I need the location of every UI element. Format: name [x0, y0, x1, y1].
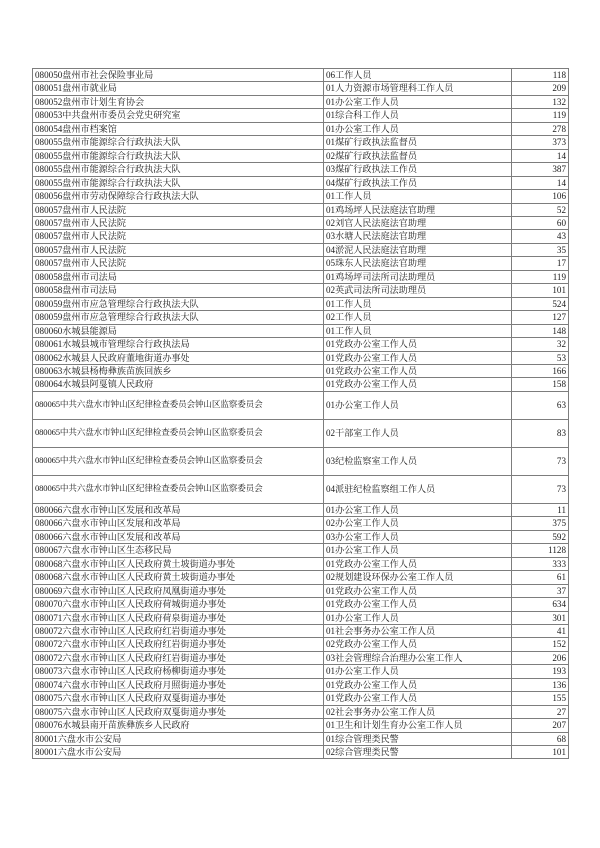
- cell-count: 333: [512, 557, 569, 570]
- cell-organization: 080060水城县能源局: [33, 324, 324, 337]
- cell-count: 301: [512, 611, 569, 624]
- cell-organization: 080068六盘水市钟山区人民政府黄土坡街道办事处: [33, 571, 324, 584]
- cell-count: 14: [512, 176, 569, 189]
- cell-position: 01鸡场坪人民法庭法官助理: [324, 203, 512, 216]
- cell-organization: 080051盘州市就业局: [33, 82, 324, 95]
- cell-count: 101: [512, 746, 569, 759]
- cell-position: 01综合管理类民警: [324, 732, 512, 745]
- cell-count: 524: [512, 297, 569, 310]
- cell-organization: 080059盘州市应急管理综合行政执法大队: [33, 311, 324, 324]
- cell-count: 132: [512, 95, 569, 108]
- cell-organization: 080065中共六盘水市钟山区纪律检查委员会钟山区监察委员会: [33, 447, 324, 475]
- cell-position: 02刘官人民法庭法官助理: [324, 216, 512, 229]
- cell-organization: 080061水城县城市管理综合行政执法局: [33, 338, 324, 351]
- table-row: [33, 190, 569, 203]
- cell-organization: 080076水城县南开苗族彝族乡人民政府: [33, 719, 324, 732]
- cell-count: 375: [512, 517, 569, 530]
- cell-organization: 80001六盘水市公安局: [33, 732, 324, 745]
- cell-organization: 080054盘州市档案馆: [33, 122, 324, 135]
- cell-organization: 080057盘州市人民法院: [33, 257, 324, 270]
- cell-position: 01办公室工作人员: [324, 122, 512, 135]
- cell-organization: 080053中共盘州市委员会党史研究室: [33, 109, 324, 122]
- table-row: [33, 216, 569, 229]
- cell-count: 278: [512, 122, 569, 135]
- cell-position: 01党政办公室工作人员: [324, 678, 512, 691]
- cell-count: 61: [512, 571, 569, 584]
- cell-organization: 080065中共六盘水市钟山区纪律检查委员会钟山区监察委员会: [33, 475, 324, 503]
- table-row: [33, 571, 569, 584]
- table-row: [33, 297, 569, 310]
- cell-position: 01工作人员: [324, 297, 512, 310]
- cell-organization: 080055盘州市能源综合行政执法大队: [33, 136, 324, 149]
- cell-organization: 080058盘州市司法局: [33, 270, 324, 283]
- cell-organization: 080064水城县阿戛镇人民政府: [33, 378, 324, 391]
- table-row: [33, 69, 569, 82]
- cell-count: 1128: [512, 544, 569, 557]
- cell-position: 01办公室工作人员: [324, 503, 512, 516]
- cell-position: 01办公室工作人员: [324, 611, 512, 624]
- cell-position: 01办公室工作人员: [324, 665, 512, 678]
- table-row: [33, 447, 569, 475]
- cell-count: 387: [512, 163, 569, 176]
- cell-position: 02党政办公室工作人员: [324, 638, 512, 651]
- table-row: [33, 503, 569, 516]
- cell-position: 02社会事务办公室工作人员: [324, 705, 512, 718]
- cell-position: 04派驻纪检监察组工作人员: [324, 475, 512, 503]
- cell-organization: 080068六盘水市钟山区人民政府黄土坡街道办事处: [33, 557, 324, 570]
- table-row: [33, 270, 569, 283]
- cell-position: 01党政办公室工作人员: [324, 351, 512, 364]
- cell-organization: 080057盘州市人民法院: [33, 216, 324, 229]
- cell-organization: 080063水城县杨梅彝族苗族回族乡: [33, 364, 324, 377]
- table-row: [33, 530, 569, 543]
- cell-organization: 080050盘州市社会保险事业局: [33, 69, 324, 82]
- cell-position: 01工作人员: [324, 190, 512, 203]
- cell-organization: 080072六盘水市钟山区人民政府红岩街道办事处: [33, 651, 324, 664]
- table-row: [33, 419, 569, 447]
- cell-count: 14: [512, 149, 569, 162]
- table-row: [33, 364, 569, 377]
- table-row: [33, 284, 569, 297]
- cell-count: 152: [512, 638, 569, 651]
- table-row: [33, 82, 569, 95]
- cell-position: 02工作人员: [324, 311, 512, 324]
- cell-count: 32: [512, 338, 569, 351]
- cell-position: 04煤矿行政执法工作员: [324, 176, 512, 189]
- cell-count: 52: [512, 203, 569, 216]
- cell-count: 68: [512, 732, 569, 745]
- cell-organization: 080062水城县人民政府董地街道办事处: [33, 351, 324, 364]
- cell-organization: 080067六盘水市钟山区生态移民局: [33, 544, 324, 557]
- cell-position: 02综合管理类民警: [324, 746, 512, 759]
- cell-position: 01党政办公室工作人员: [324, 692, 512, 705]
- cell-count: 158: [512, 378, 569, 391]
- cell-organization: 080075六盘水市钟山区人民政府双戛街道办事处: [33, 692, 324, 705]
- table-row: [33, 719, 569, 732]
- cell-position: 01煤矿行政执法监督员: [324, 136, 512, 149]
- cell-organization: 080052盘州市计划生育协会: [33, 95, 324, 108]
- cell-organization: 80001六盘水市公安局: [33, 746, 324, 759]
- table-row: [33, 624, 569, 637]
- cell-count: 53: [512, 351, 569, 364]
- cell-count: 73: [512, 447, 569, 475]
- table-row: [33, 638, 569, 651]
- cell-position: 06工作人员: [324, 69, 512, 82]
- table-row: [33, 746, 569, 759]
- table-row: [33, 378, 569, 391]
- table-row: [33, 176, 569, 189]
- table-row: [33, 732, 569, 745]
- cell-position: 01卫生和计划生育办公室工作人员: [324, 719, 512, 732]
- cell-position: 01党政办公室工作人员: [324, 557, 512, 570]
- table-row: [33, 109, 569, 122]
- cell-position: 02干部室工作人员: [324, 419, 512, 447]
- cell-count: 35: [512, 243, 569, 256]
- cell-count: 60: [512, 216, 569, 229]
- cell-position: 01鸡场坪司法所司法助理员: [324, 270, 512, 283]
- table-row: [33, 311, 569, 324]
- cell-position: 01党政办公室工作人员: [324, 378, 512, 391]
- table-row: [33, 692, 569, 705]
- table-row: [33, 95, 569, 108]
- table-row: [33, 338, 569, 351]
- cell-position: 01社会事务办公室工作人员: [324, 624, 512, 637]
- cell-count: 106: [512, 190, 569, 203]
- cell-count: 43: [512, 230, 569, 243]
- table-row: [33, 257, 569, 270]
- cell-position: 02煤矿行政执法监督员: [324, 149, 512, 162]
- cell-count: 127: [512, 311, 569, 324]
- cell-position: 01党政办公室工作人员: [324, 584, 512, 597]
- cell-organization: 080056盘州市劳动保障综合行政执法大队: [33, 190, 324, 203]
- cell-count: 592: [512, 530, 569, 543]
- table-row: [33, 243, 569, 256]
- cell-position: 04淤泥人民法庭法官助理: [324, 243, 512, 256]
- table-row: [33, 324, 569, 337]
- table-row: [33, 665, 569, 678]
- cell-count: 17: [512, 257, 569, 270]
- cell-position: 02英武司法所司法助理员: [324, 284, 512, 297]
- cell-count: 207: [512, 719, 569, 732]
- listing-table-container: [32, 68, 568, 759]
- cell-organization: 080065中共六盘水市钟山区纪律检查委员会钟山区监察委员会: [33, 391, 324, 419]
- cell-position: 01党政办公室工作人员: [324, 598, 512, 611]
- cell-organization: 080058盘州市司法局: [33, 284, 324, 297]
- listing-table: [32, 68, 569, 759]
- cell-count: 148: [512, 324, 569, 337]
- cell-organization: 080055盘州市能源综合行政执法大队: [33, 176, 324, 189]
- cell-organization: 080071六盘水市钟山区人民政府荷泉街道办事处: [33, 611, 324, 624]
- cell-organization: 080074六盘水市钟山区人民政府月照街道办事处: [33, 678, 324, 691]
- table-row: [33, 544, 569, 557]
- table-row: [33, 651, 569, 664]
- cell-count: 193: [512, 665, 569, 678]
- cell-count: 83: [512, 419, 569, 447]
- cell-position: 01人力资源市场管理科工作人员: [324, 82, 512, 95]
- cell-organization: 080070六盘水市钟山区人民政府荷城街道办事处: [33, 598, 324, 611]
- cell-position: 02办公室工作人员: [324, 517, 512, 530]
- cell-position: 01办公室工作人员: [324, 544, 512, 557]
- cell-organization: 080057盘州市人民法院: [33, 243, 324, 256]
- cell-organization: 080066六盘水市钟山区发展和改革局: [33, 503, 324, 516]
- cell-position: 03办公室工作人员: [324, 530, 512, 543]
- cell-position: 03社会管理综合治理办公室工作人: [324, 651, 512, 664]
- cell-count: 166: [512, 364, 569, 377]
- table-row: [33, 122, 569, 135]
- cell-organization: 080066六盘水市钟山区发展和改革局: [33, 530, 324, 543]
- table-row: [33, 203, 569, 216]
- cell-position: 01办公室工作人员: [324, 95, 512, 108]
- cell-count: 101: [512, 284, 569, 297]
- cell-organization: 080069六盘水市钟山区人民政府凤凰街道办事处: [33, 584, 324, 597]
- table-row: [33, 475, 569, 503]
- cell-count: 119: [512, 270, 569, 283]
- cell-count: 634: [512, 598, 569, 611]
- table-row: [33, 705, 569, 718]
- cell-count: 73: [512, 475, 569, 503]
- cell-count: 136: [512, 678, 569, 691]
- cell-count: 373: [512, 136, 569, 149]
- cell-position: 05珠东人民法庭法官助理: [324, 257, 512, 270]
- cell-count: 118: [512, 69, 569, 82]
- cell-position: 01党政办公室工作人员: [324, 364, 512, 377]
- cell-organization: 080072六盘水市钟山区人民政府红岩街道办事处: [33, 624, 324, 637]
- table-row: [33, 678, 569, 691]
- cell-organization: 080066六盘水市钟山区发展和改革局: [33, 517, 324, 530]
- table-row: [33, 136, 569, 149]
- cell-organization: 080057盘州市人民法院: [33, 203, 324, 216]
- cell-count: 155: [512, 692, 569, 705]
- table-row: [33, 163, 569, 176]
- table-row: [33, 598, 569, 611]
- table-row: [33, 611, 569, 624]
- cell-count: 11: [512, 503, 569, 516]
- cell-position: 03纪检监察室工作人员: [324, 447, 512, 475]
- cell-count: 209: [512, 82, 569, 95]
- cell-organization: 080055盘州市能源综合行政执法大队: [33, 163, 324, 176]
- cell-position: 03水塘人民法庭法官助理: [324, 230, 512, 243]
- table-row: [33, 149, 569, 162]
- cell-position: 01工作人员: [324, 324, 512, 337]
- cell-count: 41: [512, 624, 569, 637]
- cell-organization: 080072六盘水市钟山区人民政府红岩街道办事处: [33, 638, 324, 651]
- cell-count: 206: [512, 651, 569, 664]
- cell-count: 63: [512, 391, 569, 419]
- table-row: [33, 584, 569, 597]
- cell-organization: 080073六盘水市钟山区人民政府杨柳街道办事处: [33, 665, 324, 678]
- table-row: [33, 351, 569, 364]
- cell-count: 27: [512, 705, 569, 718]
- cell-position: 01办公室工作人员: [324, 391, 512, 419]
- table-row: [33, 391, 569, 419]
- table-row: [33, 230, 569, 243]
- cell-position: 01综合科工作人员: [324, 109, 512, 122]
- cell-position: 02规划建设环保办公室工作人员: [324, 571, 512, 584]
- cell-position: 03煤矿行政执法工作员: [324, 163, 512, 176]
- cell-organization: 080075六盘水市钟山区人民政府双戛街道办事处: [33, 705, 324, 718]
- cell-organization: 080065中共六盘水市钟山区纪律检查委员会钟山区监察委员会: [33, 419, 324, 447]
- table-row: [33, 557, 569, 570]
- table-body: [33, 69, 569, 759]
- table-row: [33, 517, 569, 530]
- cell-organization: 080059盘州市应急管理综合行政执法大队: [33, 297, 324, 310]
- cell-organization: 080057盘州市人民法院: [33, 230, 324, 243]
- cell-count: 119: [512, 109, 569, 122]
- cell-position: 01党政办公室工作人员: [324, 338, 512, 351]
- cell-count: 37: [512, 584, 569, 597]
- cell-organization: 080055盘州市能源综合行政执法大队: [33, 149, 324, 162]
